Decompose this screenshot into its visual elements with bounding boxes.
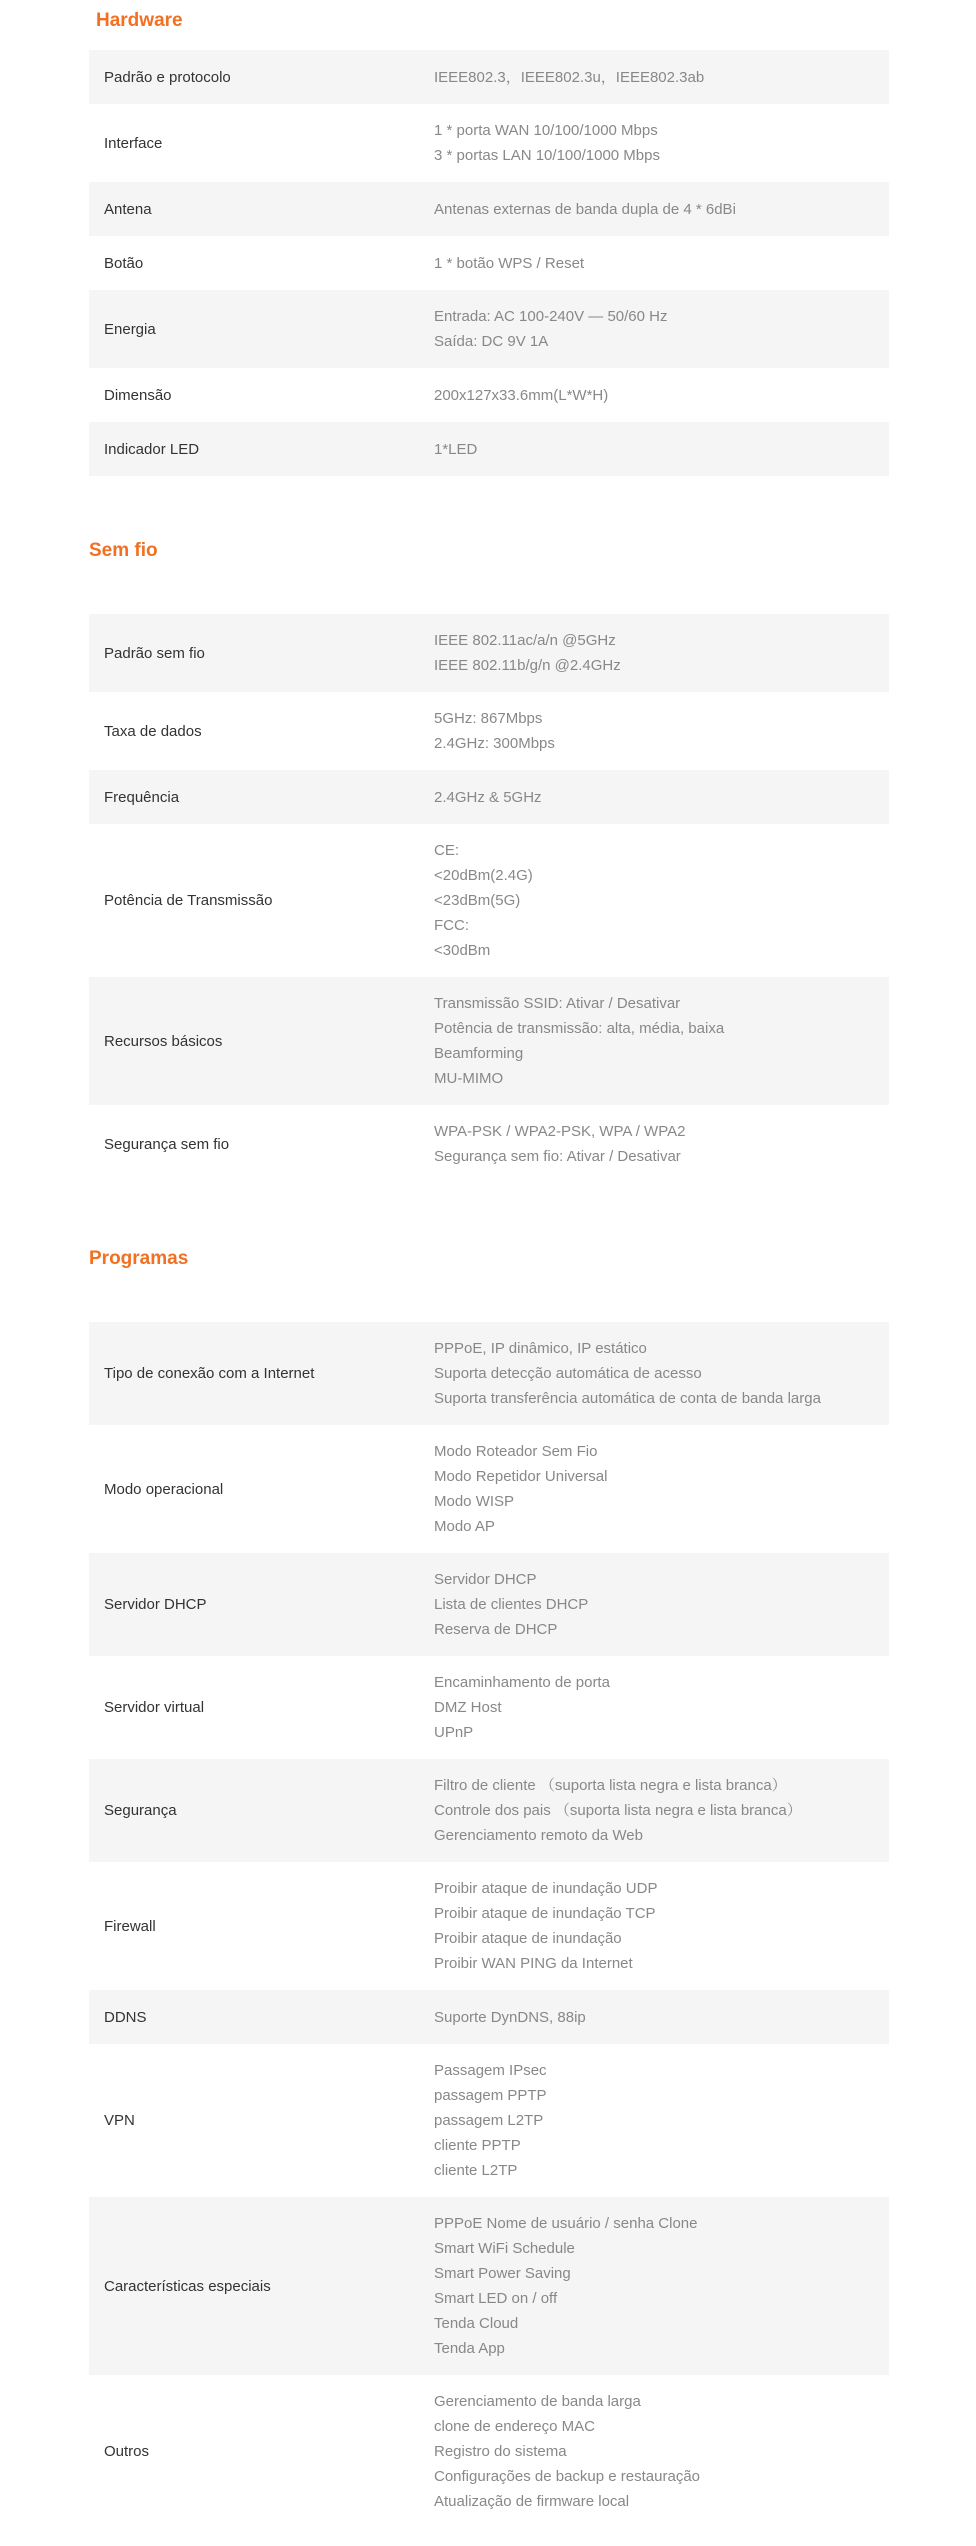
- spec-value-line: clone de endereço MAC: [434, 2418, 595, 2435]
- spec-value-line: 1*LED: [434, 440, 478, 458]
- spec-row: [89, 1105, 889, 1183]
- spec-value: [434, 1773, 889, 1848]
- spec-value-line: Configurações de backup e restauração: [434, 2468, 701, 2485]
- spec-value-line: Potência de transmissão: alta, média, baixa: [434, 1020, 725, 1037]
- spec-row: [89, 1322, 889, 1425]
- spec-value-line: IEEE802.3，IEEE802.3u，IEEE802.3ab: [434, 68, 705, 86]
- spec-label: Potência de Transmissão: [104, 892, 273, 909]
- spec-value: [434, 197, 889, 222]
- spec-row: [89, 104, 889, 182]
- spec-value: [434, 706, 889, 756]
- hardware-section-title: Hardware: [96, 10, 183, 31]
- spec-value: [434, 118, 889, 168]
- spec-value: [434, 2389, 889, 2514]
- spec-value-line: Segurança sem fio: Ativar / Desativar: [434, 1148, 681, 1165]
- spec-value-line: Smart LED on / off: [434, 2290, 558, 2307]
- spec-row: [89, 50, 889, 104]
- spec-value: [434, 65, 889, 90]
- spec-value-line: Smart WiFi Schedule: [434, 2240, 575, 2257]
- spec-row: [89, 824, 889, 977]
- spec-value-line: Proibir WAN PING da Internet: [434, 1955, 633, 1972]
- spec-value-line: Proibir ataque de inundação: [434, 1930, 622, 1947]
- spec-value-line: Entrada: AC 100-240V — 50/60 Hz: [434, 308, 668, 325]
- spec-value-line: 200x127x33.6mm(L*W*H): [434, 386, 609, 404]
- spec-value: [434, 1670, 889, 1745]
- spec-label: Indicador LED: [104, 440, 200, 458]
- spec-value-line: IEEE 802.11ac/a/n @5GHz: [434, 632, 616, 649]
- spec-value-line: FCC:: [434, 917, 469, 934]
- spec-row: [89, 368, 889, 422]
- spec-row: [89, 692, 889, 770]
- spec-label: Energia: [104, 320, 156, 338]
- spec-value: [434, 1119, 889, 1169]
- spec-value-line: Servidor DHCP: [434, 1571, 537, 1588]
- spec-value-line: Tenda App: [434, 2340, 505, 2357]
- spec-value-line: cliente PPTP: [434, 2137, 521, 2154]
- spec-value-line: 1 * porta WAN 10/100/1000 Mbps: [434, 122, 658, 139]
- spec-value-line: Suporte DynDNS, 88ip: [434, 2008, 586, 2026]
- spec-value-line: Filtro de cliente （suporta lista negra e lista branca）: [434, 1777, 787, 1794]
- spec-row: [89, 1425, 889, 1553]
- spec-label: Antena: [104, 200, 152, 218]
- spec-value-line: Lista de clientes DHCP: [434, 1596, 589, 1613]
- spec-value-line: passagem PPTP: [434, 2087, 547, 2104]
- spec-value-line: Suporta transferência automática de conta de banda larga: [434, 1390, 821, 1407]
- spec-label: Interface: [104, 134, 163, 152]
- spec-value-line: <20dBm(2.4G): [434, 867, 533, 884]
- software-spec-table: [89, 1322, 889, 2528]
- spec-value: [434, 2005, 889, 2030]
- spec-row: [89, 2197, 889, 2375]
- spec-value: [434, 2211, 889, 2361]
- spec-value: [434, 383, 889, 408]
- spec-value: [434, 1876, 889, 1976]
- spec-label: Segurança sem fio: [104, 1135, 230, 1153]
- spec-label: Segurança: [104, 1802, 177, 1819]
- spec-value-line: Registro do sistema: [434, 2443, 567, 2460]
- spec-label: Firewall: [104, 1917, 156, 1935]
- spec-value-line: 2.4GHz & 5GHz: [434, 788, 542, 806]
- spec-label: Servidor virtual: [104, 1699, 205, 1716]
- spec-value-line: Modo Repetidor Universal: [434, 1468, 608, 1485]
- spec-row: [89, 422, 889, 476]
- spec-value-line: Modo WISP: [434, 1493, 515, 1510]
- spec-value: [434, 251, 889, 276]
- spec-row: [89, 2375, 889, 2528]
- spec-value-line: Antenas externas de banda dupla de 4 * 6dBi: [434, 200, 736, 218]
- spec-value-line: Tenda Cloud: [434, 2315, 519, 2332]
- spec-value-line: 5GHz: 867Mbps: [434, 710, 543, 727]
- spec-value-line: DMZ Host: [434, 1699, 502, 1716]
- spec-row: [89, 2044, 889, 2197]
- spec-value-line: Proibir ataque de inundação TCP: [434, 1905, 656, 1922]
- spec-value-line: Controle dos pais （suporta lista negra e lista branca）: [434, 1802, 802, 1819]
- spec-value-line: PPPoE Nome de usuário / senha Clone: [434, 2215, 698, 2232]
- spec-value-line: Smart Power Saving: [434, 2265, 571, 2282]
- spec-label: DDNS: [104, 2008, 147, 2026]
- spec-row: [89, 1656, 889, 1759]
- spec-value-line: WPA-PSK / WPA2-PSK, WPA / WPA2: [434, 1123, 686, 1140]
- spec-value: [434, 1336, 889, 1411]
- spec-value-line: Transmissão SSID: Ativar / Desativar: [434, 995, 681, 1012]
- spec-value-line: passagem L2TP: [434, 2112, 544, 2129]
- spec-label: Características especiais: [104, 2277, 271, 2295]
- spec-value-line: Modo Roteador Sem Fio: [434, 1443, 598, 1460]
- spec-row: [89, 290, 889, 368]
- hardware-spec-table: [89, 50, 889, 476]
- spec-value-line: <30dBm: [434, 942, 491, 959]
- spec-row: [89, 1553, 889, 1656]
- spec-value: [434, 1439, 889, 1539]
- spec-value-line: Suporta detecção automática de acesso: [434, 1365, 702, 1382]
- spec-value: [434, 2058, 889, 2183]
- spec-label: Padrão sem fio: [104, 644, 205, 662]
- spec-value-line: Encaminhamento de porta: [434, 1674, 610, 1691]
- spec-label: Frequência: [104, 788, 180, 806]
- spec-value-line: PPPoE, IP dinâmico, IP estático: [434, 1340, 647, 1357]
- spec-value: [434, 628, 889, 678]
- spec-row: [89, 182, 889, 236]
- spec-value-line: Saída: DC 9V 1A: [434, 333, 549, 350]
- software-section-title: Programas: [89, 1248, 189, 1269]
- spec-value-line: Gerenciamento de banda larga: [434, 2393, 641, 2410]
- spec-label: Botão: [104, 254, 144, 272]
- spec-value-line: cliente L2TP: [434, 2162, 518, 2179]
- spec-row: [89, 614, 889, 692]
- spec-value-line: CE:: [434, 842, 460, 859]
- spec-value-line: <23dBm(5G): [434, 892, 521, 909]
- spec-label: Dimensão: [104, 386, 172, 404]
- spec-value: [434, 785, 889, 810]
- spec-value: [434, 437, 889, 462]
- spec-label: Servidor DHCP: [104, 1596, 207, 1613]
- spec-value-line: MU-MIMO: [434, 1070, 504, 1087]
- spec-value-line: UPnP: [434, 1724, 474, 1741]
- spec-row: [89, 1862, 889, 1990]
- spec-label: Taxa de dados: [104, 722, 202, 740]
- spec-value-line: 2.4GHz: 300Mbps: [434, 735, 555, 752]
- spec-value: [434, 838, 889, 963]
- spec-value: [434, 991, 889, 1091]
- spec-label: VPN: [104, 2112, 135, 2129]
- spec-label: Tipo de conexão com a Internet: [104, 1365, 315, 1382]
- wireless-section-title: Sem fio: [89, 540, 158, 561]
- spec-value-line: Atualização de firmware local: [434, 2493, 630, 2510]
- spec-value-line: Modo AP: [434, 1518, 495, 1535]
- spec-row: [89, 1759, 889, 1862]
- spec-value-line: Passagem IPsec: [434, 2062, 547, 2079]
- spec-row: [89, 977, 889, 1105]
- spec-value: [434, 1567, 889, 1642]
- spec-label: Outros: [104, 2443, 150, 2460]
- spec-value-line: 1 * botão WPS / Reset: [434, 254, 585, 272]
- spec-row: [89, 770, 889, 824]
- spec-row: [89, 1990, 889, 2044]
- spec-value-line: Gerenciamento remoto da Web: [434, 1827, 643, 1844]
- spec-label: Recursos básicos: [104, 1032, 223, 1050]
- spec-row: [89, 236, 889, 290]
- spec-value-line: Proibir ataque de inundação UDP: [434, 1880, 658, 1897]
- spec-label: Modo operacional: [104, 1480, 224, 1498]
- wireless-spec-table: [89, 614, 889, 1183]
- spec-value-line: IEEE 802.11b/g/n @2.4GHz: [434, 657, 621, 674]
- spec-value-line: Beamforming: [434, 1045, 524, 1062]
- spec-value: [434, 304, 889, 354]
- spec-label: Padrão e protocolo: [104, 68, 231, 86]
- spec-value-line: Reserva de DHCP: [434, 1621, 558, 1638]
- spec-value-line: 3 * portas LAN 10/100/1000 Mbps: [434, 147, 660, 164]
